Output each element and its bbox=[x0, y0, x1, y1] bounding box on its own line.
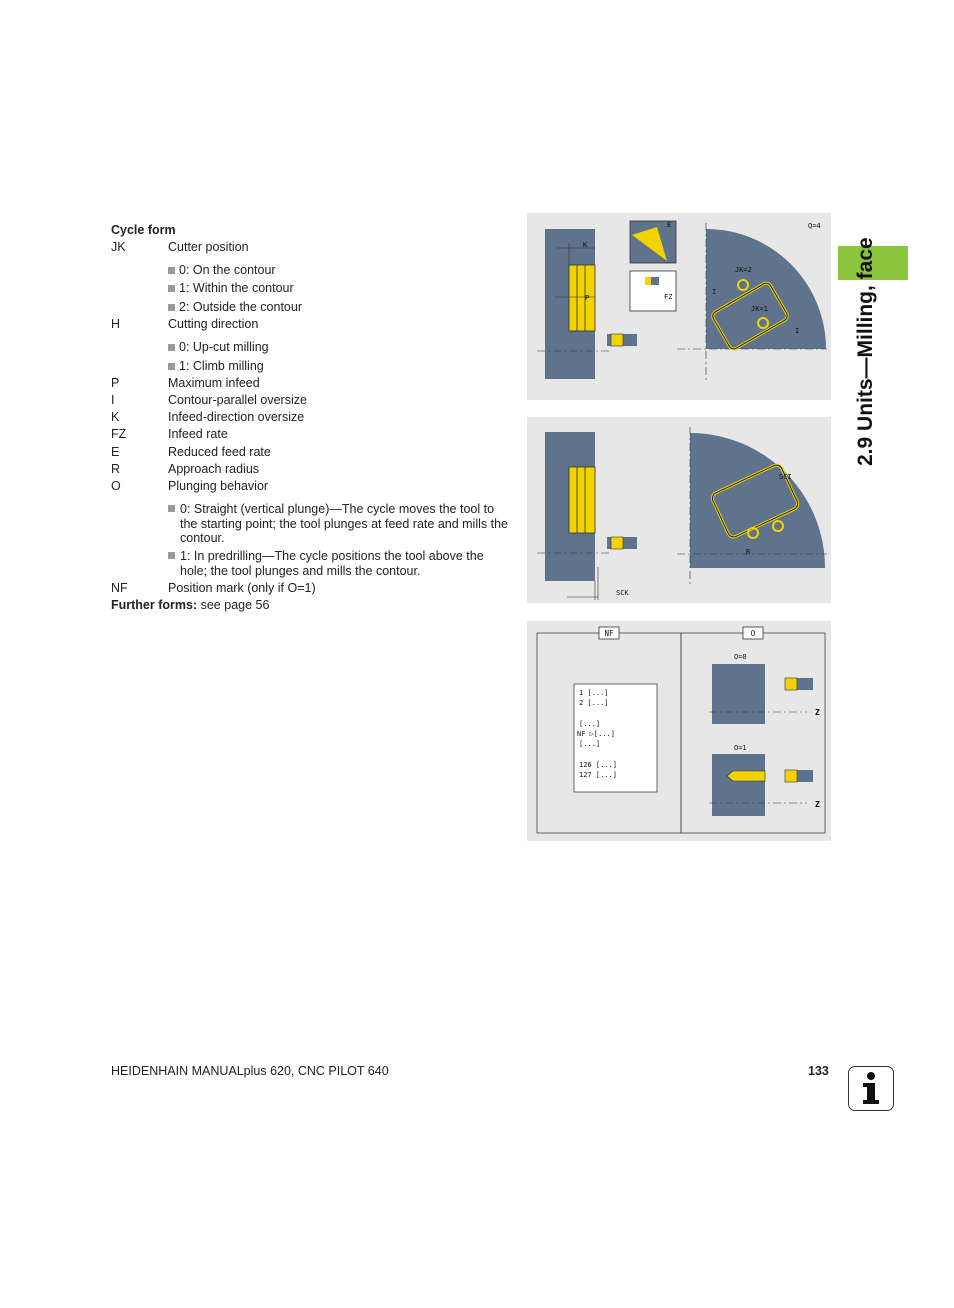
fig1-i2: I bbox=[795, 327, 800, 335]
param-code: R bbox=[111, 462, 121, 476]
param-code: O bbox=[111, 479, 121, 493]
fig2-sci: SCI bbox=[779, 473, 792, 481]
fig1-jk1: JK=1 bbox=[751, 305, 768, 313]
param-desc: Infeed-direction oversize bbox=[168, 410, 305, 424]
param-desc: Infeed rate bbox=[168, 427, 228, 441]
fig2-sck: SCK bbox=[616, 589, 629, 597]
fig3-z2: Z bbox=[815, 800, 820, 809]
further-forms: Further forms: see page 56 bbox=[111, 598, 270, 612]
param-option: 0: Up-cut milling bbox=[168, 340, 269, 355]
fig1-k: K bbox=[583, 241, 588, 249]
param-option: 1: Within the contour bbox=[168, 281, 294, 296]
param-desc: Reduced feed rate bbox=[168, 445, 271, 459]
param-code: I bbox=[111, 393, 115, 407]
section-title: 2.9 Units—Milling, face bbox=[854, 237, 877, 466]
fig3-line: [...] bbox=[579, 740, 601, 748]
param-code: JK bbox=[111, 240, 126, 254]
param-code: K bbox=[111, 410, 120, 424]
figure-1-graphic bbox=[527, 213, 831, 400]
figure-2-graphic bbox=[527, 417, 831, 603]
param-desc: Approach radius bbox=[168, 462, 260, 476]
fig3-o-tab: O bbox=[750, 629, 756, 638]
param-option: 0: Straight (vertical plunge)—The cycle moves the tool to the starting point; the tool plunges at feed rate and mills the contour. bbox=[168, 502, 508, 546]
fig1-e: E bbox=[667, 221, 672, 229]
fig1-p: P bbox=[585, 294, 590, 302]
fig3-line: 127 [...] bbox=[579, 771, 617, 779]
param-desc: Contour-parallel oversize bbox=[168, 393, 307, 407]
param-desc: Cutter position bbox=[168, 240, 249, 254]
param-option: 1: In predrilling—The cycle positions the tool above the hole; the tool plunges and mills the contour. bbox=[168, 549, 508, 578]
figure-3-graphic bbox=[527, 621, 831, 841]
param-option: 0: On the contour bbox=[168, 263, 276, 278]
fig3-line: [...] bbox=[579, 720, 601, 728]
param-desc: Cutting direction bbox=[168, 317, 259, 331]
fig3-line: 2 [...] bbox=[579, 699, 609, 707]
fig1-i1: I bbox=[712, 288, 717, 296]
page-number: 133 bbox=[808, 1064, 829, 1078]
param-option: 1: Climb milling bbox=[168, 359, 264, 374]
param-desc: Maximum infeed bbox=[168, 376, 260, 390]
footer-manual-title: HEIDENHAIN MANUALplus 620, CNC PILOT 640 bbox=[111, 1064, 389, 1078]
figure-cutter-position bbox=[527, 213, 831, 400]
cycle-form-heading: Cycle form bbox=[111, 223, 176, 237]
param-code: FZ bbox=[111, 427, 127, 441]
info-icon-graphic bbox=[849, 1067, 893, 1110]
param-code: E bbox=[111, 445, 120, 459]
fig3-nf-tab: NF bbox=[604, 629, 614, 638]
fig3-line: 1 [...] bbox=[579, 689, 609, 697]
fig1-jk2: JK=2 bbox=[735, 266, 752, 274]
param-code: H bbox=[111, 317, 121, 331]
fig1-q: Q=4 bbox=[808, 222, 821, 230]
fig3-o1: O=1 bbox=[734, 744, 747, 752]
fig1-fz: FZ bbox=[664, 293, 673, 301]
param-code: NF bbox=[111, 581, 128, 595]
fig2-r: R bbox=[746, 548, 751, 556]
figure-approach bbox=[527, 417, 831, 603]
param-code: P bbox=[111, 376, 120, 390]
fig3-line: 126 [...] bbox=[579, 761, 617, 769]
param-option: 2: Outside the contour bbox=[168, 300, 302, 315]
info-icon bbox=[848, 1066, 894, 1111]
figure-plunging bbox=[527, 621, 831, 841]
fig3-line: NF ▷[...] bbox=[577, 730, 615, 738]
param-desc: Position mark (only if O=1) bbox=[168, 581, 316, 595]
fig3-o0: O=0 bbox=[734, 653, 747, 661]
fig3-z1: Z bbox=[815, 708, 820, 717]
param-desc: Plunging behavior bbox=[168, 479, 269, 493]
